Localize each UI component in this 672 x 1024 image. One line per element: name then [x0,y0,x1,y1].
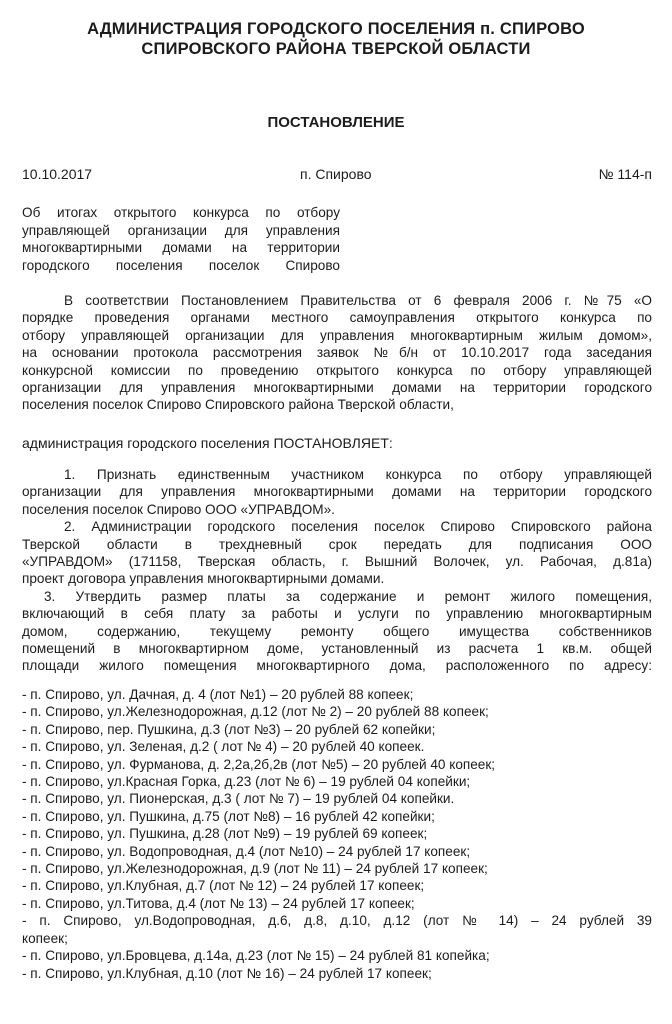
preamble-line: на основании протокола рассмотрения заявок №б/н от 10.10.2017 года заседания [22,345,652,361]
address-item: - п. Спирово, ул.Клубная, д.10 (лот № 16) – 24 рублей 17 копеек; [22,965,432,981]
address-item: - п. Спирово, ул.Красная Горка, д.23 (лот № 6) – 19 рублей 04 копейки; [22,774,471,790]
subject-line: управляющей организации для управления [22,222,340,238]
address-item: - п. Спирово, ул. Дачная, д. 4 (лот №1) – 20 рублей 88 копеек; [22,687,414,702]
header-line-2: СПИРОВСКОГО РАЙОНА ТВЕРСКОЙ ОБЛАСТИ [141,40,531,58]
item-line: 3. Утвердить размер платы за содержание и ремонт жилого помещения, [44,588,652,604]
document-title: ПОСТАНОВЛЕНИЕ [267,114,405,131]
address-item: - п. Спирово, ул. Пионерская, д.3 ( лот № 7) – 19 рублей 04 копейки. [22,791,455,807]
address-item: - п. Спирово, ул.Титова, д.4 (лот № 13) – 24 рублей 17 копеек; [22,895,415,911]
address-item: - п. Спирово, ул. Пушкина, д.75 (лот №8) – 16 рублей 42 копейки; [22,808,435,824]
item-line: поселения поселок Спирово ООО «УПРАВДОМ». [22,501,335,517]
subject-line: городского поселения поселок Спирово [22,257,340,273]
address-item: - п. Спирово, ул.Железнодорожная, д.12 (лот № 2) – 20 рублей 88 копеек; [22,704,489,720]
preamble-line: отбору управляющей организации для управления многоквартирным жилым домом», [22,327,652,343]
address-item: - п. Спирово, ул. Зеленая, д.2 ( лот № 4) – 20 рублей 40 копеек. [22,739,425,755]
address-item: - п. Спирово, ул.Железнодорожная, д.9 (лот № 11) – 24 рублей 17 копеек; [22,861,488,877]
address-item: - п. Спирово, пер. Пушкина, д.3 (лот №3) – 20 рублей 62 копейки; [22,721,436,737]
preamble-line: В соответствии Постановлением Правительства от 6 февраля 2006 г. №75 «О [64,293,652,308]
document-number: № 114-п [598,166,652,182]
document-place: п. Спирово [300,166,372,182]
address-item: - п. Спирово, ул. Пушкина, д.28 (лот №9) – 19 рублей 69 копеек; [22,826,428,842]
decree-items [22,466,652,675]
address-item: - п. Спирово, ул.Бровцева, д.14а, д.23 (лот № 15) – 24 рублей 81 копейка; [22,948,490,964]
item-line: 1. Признать единственным участником конкурса по отбору управляющей [64,467,652,482]
item-line: «УПРАВДОМ» (171158, Тверская область, г. Вышний Волочек, ул. Рабочая, д.81а) [22,554,652,570]
subject-line: Об итогах открытого конкурса по отбору [22,205,340,220]
address-item: - п. Спирово, ул. Водопроводная, д.4 (лот №10) – 24 рублей 17 копеек; [22,843,471,859]
preamble-line: поселения поселок Спирово Спировского района Тверской области, [22,397,454,413]
subject-line: многоквартирными домами на территории [22,240,340,255]
preamble-line: конкурсной комиссии по проведению открытого конкурса по отбору управляющей [22,362,652,378]
item-line: включающий в себя плату за работы и услуги по управлению многоквартирным [22,606,652,622]
item-line: Тверской области в трехдневный срок передать для подписания ООО [22,536,652,552]
address-item: - п. Спирово, ул.Клубная, д.7 (лот № 12) – 24 рублей 17 копеек; [22,878,425,894]
address-list [22,686,652,982]
item-line: площади жилого помещения многоквартирного дома, расположенного по адресу: [22,658,652,674]
item-line: помещений в многоквартирном доме, установленный из расчета 1 кв.м. общей [22,641,652,657]
address-item: - п. Спирово, ул. Фурманова, д. 2,2а,2б,2в (лот №5) – 20 рублей 40 копеек; [22,756,496,772]
decree-heading: администрация городского поселения ПОСТАНОВЛЯЕТ: [22,435,393,451]
item-line: домом, содержанию, текущему ремонту общего имущества собственников [22,623,652,639]
document-date: 10.10.2017 [22,166,93,182]
address-item: - п. Спирово, ул.Водопроводная, д.6, д.8, д.10, д.12 (лот № 14) – 24 рублей 39 [22,913,652,929]
item-line: 2. Администрации городского поселения поселок Спирово Спировского района [64,519,652,535]
preamble-paragraph [22,292,652,414]
item-line: проект договора управления многоквартирными домами. [22,571,385,587]
preamble-line: организации для управления многоквартирными домами на территории городского [22,380,652,396]
address-item: копеек; [22,930,68,946]
subject-block [22,204,340,274]
preamble-line: порядке проведения органами местного самоуправления открытого конкурса по [22,310,652,326]
item-line: организации для управления многоквартирными домами на территории городского [22,484,652,500]
header-line-1: АДМИНИСТРАЦИЯ ГОРОДСКОГО ПОСЕЛЕНИЯ п. СПИРОВО [87,20,585,38]
